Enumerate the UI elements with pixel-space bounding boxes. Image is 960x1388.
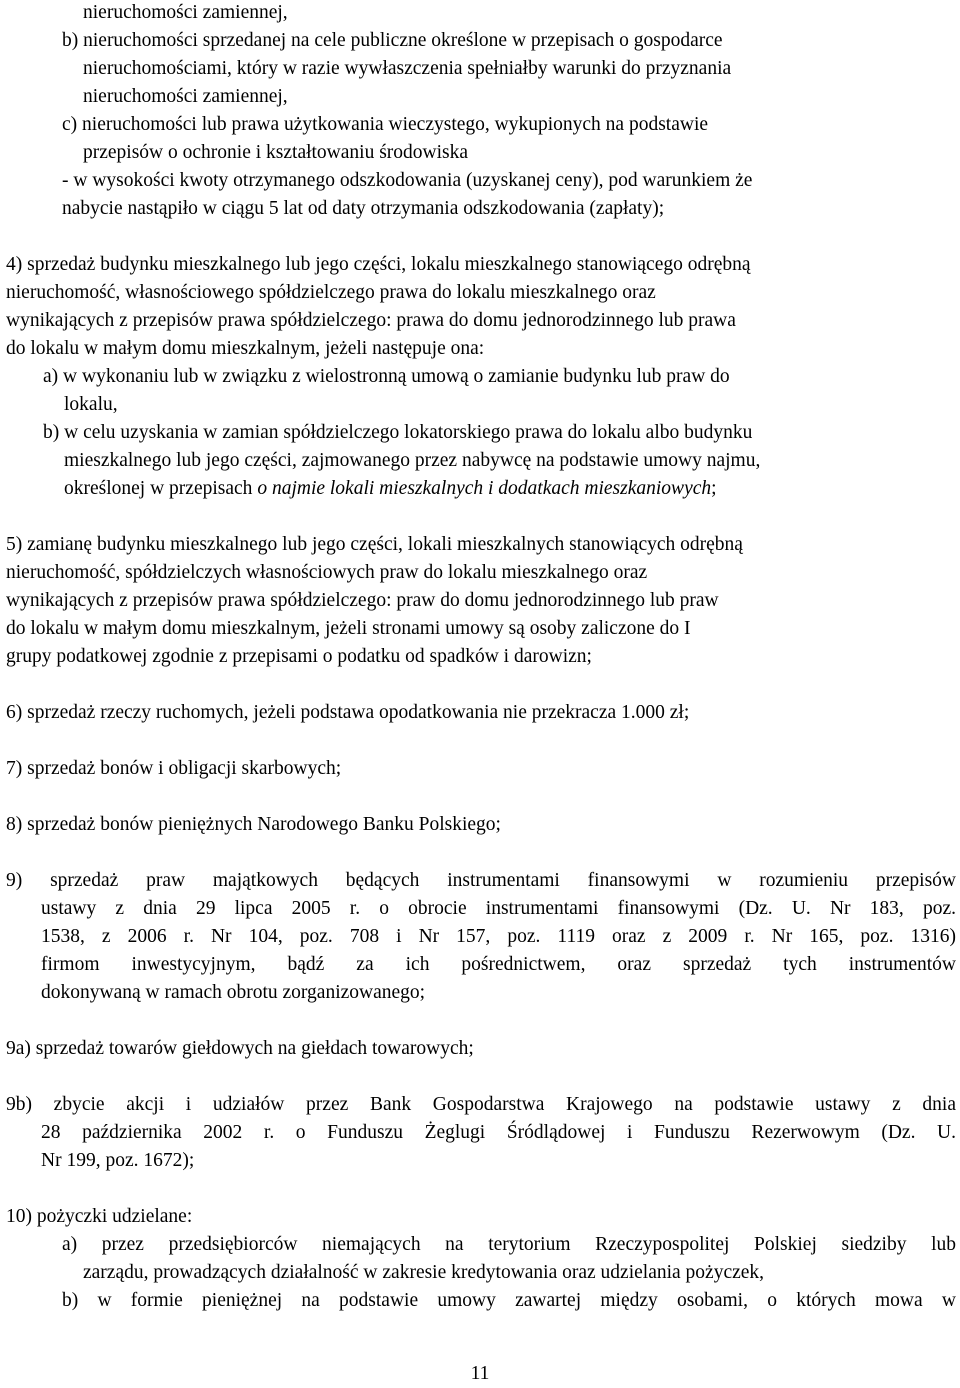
- text-run: 1538, z 2006 r. Nr 104, poz. 708 i Nr 157, poz. 1119 oraz z 2009 r. Nr 165, poz. 1316): [41, 926, 956, 947]
- text-line: do lokalu w małym domu mieszkalnym, jeżeli następuje ona:: [6, 338, 485, 359]
- text-line: - w wysokości kwoty otrzymanego odszkodowania (uzyskanej ceny), pod warunkiem że: [62, 170, 753, 191]
- text-line: nieruchomość, spółdzielczych własnościowych praw do lokalu mieszkalnego oraz: [6, 562, 648, 583]
- text-line: wynikających z przepisów prawa spółdzielczego: prawa do domu jednorodzinnego lub prawa: [6, 310, 736, 331]
- text-line: do lokalu w małym domu mieszkalnym, jeżeli stronami umowy są osoby zaliczone do I: [6, 618, 691, 639]
- text-run: 9b) zbycie akcji i udziałów przez Bank Gospodarstwa Krajowego na podstawie ustawy z dnia: [6, 1094, 956, 1115]
- text-line: nieruchomości zamiennej,: [83, 2, 288, 23]
- text-line: [62, 1231, 956, 1259]
- text-line: 6) sprzedaż rzeczy ruchomych, jeżeli podstawa opodatkowania nie przekracza 1.000 zł;: [6, 702, 690, 723]
- text-run: określonej w przepisach: [64, 478, 258, 499]
- text-line: Nr 199, poz. 1672);: [41, 1150, 195, 1171]
- text-line: grupy podatkowej zgodnie z przepisami o podatku od spadków i darowizn;: [6, 646, 592, 667]
- text-line: a) w wykonaniu lub w związku z wielostronną umową o zamianie budynku lub praw do: [43, 366, 730, 387]
- text-line: [41, 923, 956, 951]
- text-line: [41, 1119, 956, 1147]
- text-run: b) w formie pieniężnej na podstawie umowy zawartej między osobami, o których mowa w: [62, 1290, 956, 1311]
- text-line: nieruchomości zamiennej,: [83, 86, 288, 107]
- text-line: b) nieruchomości sprzedanej na cele publiczne określone w przepisach o gospodarce: [62, 30, 723, 51]
- text-line: c) nieruchomości lub prawa użytkowania wieczystego, wykupionych na podstawie: [62, 114, 709, 135]
- text-line: [41, 951, 956, 979]
- text-run: ;: [711, 478, 717, 499]
- text-line: mieszkalnego lub jego części, zajmowanego przez nabywcę na podstawie umowy najmu,: [64, 450, 761, 471]
- text-line: [41, 895, 956, 923]
- text-line: nabycie nastąpiło w ciągu 5 lat od daty otrzymania odszkodowania (zapłaty);: [62, 198, 665, 219]
- text-line: wynikających z przepisów prawa spółdzielczego: praw do domu jednorodzinnego lub praw: [6, 590, 719, 611]
- text-run: ustawy z dnia 29 lipca 2005 r. o obrocie instrumentami finansowymi (Dz. U. Nr 183, poz.: [41, 898, 956, 919]
- text-run: 9) sprzedaż praw majątkowych będących instrumentami finansowymi w rozumieniu przepisów: [6, 870, 956, 891]
- text-run: a) przez przedsiębiorców niemających na terytorium Rzeczypospolitej Polskiej siedziby lub: [62, 1234, 956, 1255]
- text-run: 28 października 2002 r. o Funduszu Żeglugi Śródlądowej i Funduszu Rezerwowym (Dz. U.: [41, 1122, 956, 1143]
- italic-title: o najmie lokali mieszkalnych i dodatkach mieszkaniowych: [257, 478, 712, 499]
- text-line: [6, 1091, 956, 1119]
- text-line: 10) pożyczki udzielane:: [6, 1206, 193, 1227]
- text-line: [62, 1287, 956, 1315]
- text-line: 9a) sprzedaż towarów giełdowych na giełdach towarowych;: [6, 1038, 474, 1059]
- text-line: dokonywaną w ramach obrotu zorganizowanego;: [41, 982, 426, 1003]
- text-line: 5) zamianę budynku mieszkalnego lub jego części, lokali mieszkalnych stanowiących odrębną: [6, 534, 743, 555]
- text-line: przepisów o ochronie i kształtowaniu środowiska: [83, 142, 469, 163]
- text-line: [6, 867, 956, 895]
- text-line: nieruchomość, własnościowego spółdzielczego prawa do lokalu mieszkalnego oraz: [6, 282, 656, 303]
- text-line: zarządu, prowadzących działalność w zakresie kredytowania oraz udzielania pożyczek,: [83, 1262, 765, 1283]
- text-line: b) w celu uzyskania w zamian spółdzielczego lokatorskiego prawa do lokalu albo budynku: [43, 422, 753, 443]
- page-number: 11: [470, 1363, 490, 1384]
- text-line: 7) sprzedaż bonów i obligacji skarbowych;: [6, 758, 342, 779]
- text-line: 4) sprzedaż budynku mieszkalnego lub jego części, lokalu mieszkalnego stanowiącego odrębną: [6, 254, 751, 275]
- text-run: firmom inwestycyjnym, bądź za ich pośrednictwem, oraz sprzedaż tych instrumentów: [41, 954, 956, 975]
- text-line: nieruchomościami, który w razie wywłaszczenia spełniałby warunki do przyznania: [83, 58, 732, 79]
- text-line: lokalu,: [64, 394, 118, 415]
- text-line: [64, 475, 717, 503]
- text-line: 8) sprzedaż bonów pieniężnych Narodowego Banku Polskiego;: [6, 814, 501, 835]
